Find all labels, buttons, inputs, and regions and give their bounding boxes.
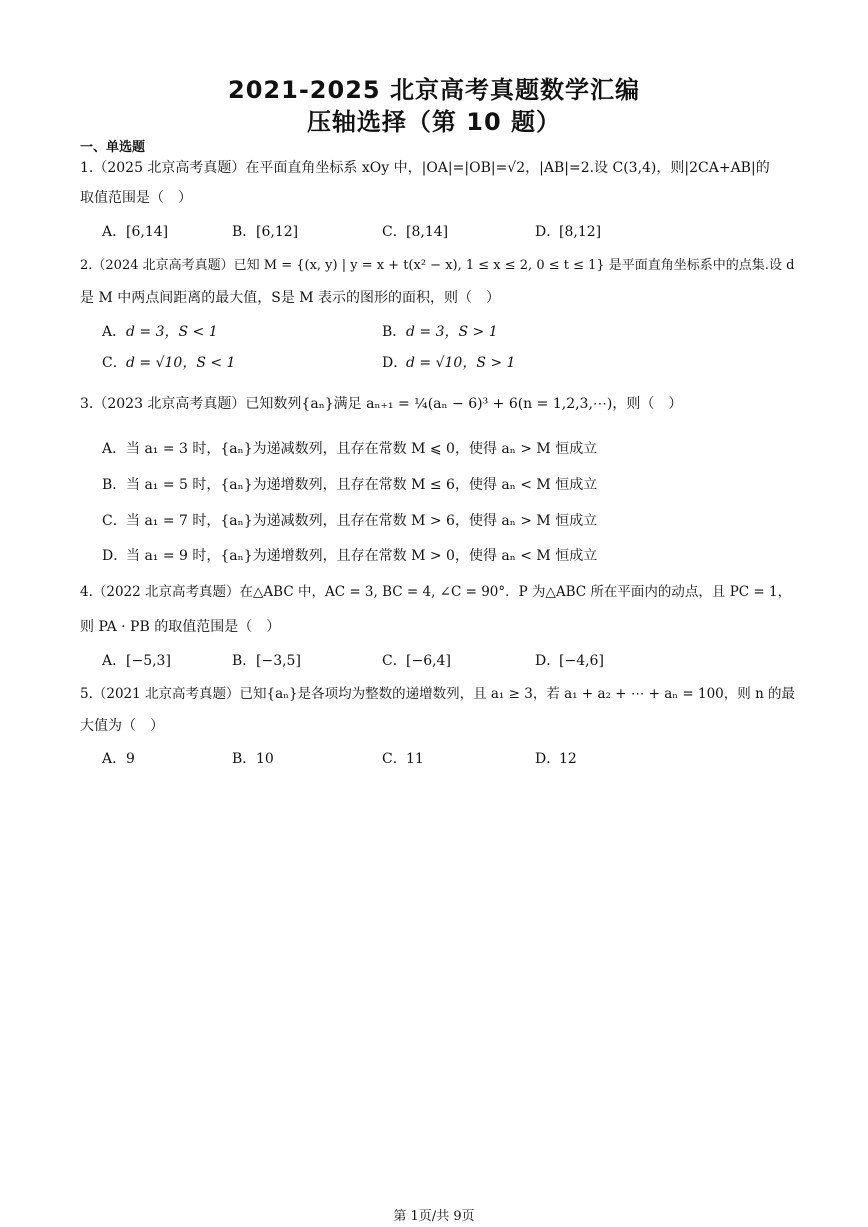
question-2-stem-line-1: 2.（2024 北京高考真题）已知 M = {(x, y) | y = x + t(x² − x), 1 ≤ x ≤ 2, 0 ≤ t ≤ 1} 是平面直角坐标系中的点集.设 d xyxy=(80,258,795,273)
question-1-stem-line-2: 取值范围是（ ） xyxy=(80,190,192,206)
option-text: d = √10，S < 1 xyxy=(126,355,236,371)
question-3-stem-line-1: 3.（2023 北京高考真题）已知数列{aₙ}满足 aₙ₊₁ = ¼(aₙ − 6)³ + 6(n = 1,2,3,⋯)，则（ ） xyxy=(80,396,683,412)
option-label: A． xyxy=(102,324,127,340)
question-4-option-c xyxy=(382,650,451,670)
option-text: [6,14] xyxy=(126,224,169,240)
question-4-option-a xyxy=(102,650,171,670)
option-text: 9 xyxy=(126,751,135,767)
question-1-stem-line-1: 1.（2025 北京高考真题）在平面直角坐标系 xOy 中，|OA|=|OB|=√2，|AB|=2.设 C(3,4)，则|2CA+AB|的 xyxy=(80,160,770,176)
option-text: [8,14] xyxy=(406,224,449,240)
question-5-stem-line-1: 5.（2021 北京高考真题）已知{aₙ}是各项均为整数的递增数列，且 a₁ ≥ 3，若 a₁ + a₂ + ⋯ + aₙ = 100，则 n 的最 xyxy=(80,686,796,702)
option-text: 10 xyxy=(256,751,274,767)
option-label: C． xyxy=(382,751,407,767)
option-label: B． xyxy=(232,224,257,240)
option-text: 11 xyxy=(406,751,424,767)
option-label: D． xyxy=(535,751,561,767)
option-label: D． xyxy=(535,653,561,669)
question-4-option-b xyxy=(232,650,301,670)
question-1-option-b xyxy=(232,221,298,241)
option-label: C． xyxy=(102,355,127,371)
option-text: d = √10，S > 1 xyxy=(406,355,516,371)
option-label: D． xyxy=(382,355,408,371)
option-text: d = 3，S < 1 xyxy=(126,324,218,340)
option-label: C． xyxy=(102,513,127,529)
option-text: 12 xyxy=(559,751,577,767)
option-text: 当 a₁ = 3 时，{aₙ}为递减数列，且存在常数 M ⩽ 0，使得 aₙ > M 恒成立 xyxy=(126,441,598,457)
option-label: D． xyxy=(102,548,128,564)
option-text: 当 a₁ = 9 时，{aₙ}为递增数列，且存在常数 M > 0，使得 aₙ < M 恒成立 xyxy=(126,548,598,564)
option-label: B． xyxy=(232,751,257,767)
option-text: [6,12] xyxy=(256,224,299,240)
question-4-option-d xyxy=(535,650,604,670)
question-1-option-a xyxy=(102,221,168,241)
option-text: 当 a₁ = 7 时，{aₙ}为递减数列，且存在常数 M > 6，使得 aₙ > M 恒成立 xyxy=(126,513,598,529)
option-text: 当 a₁ = 5 时，{aₙ}为递增数列，且存在常数 M ≤ 6，使得 aₙ < M 恒成立 xyxy=(126,477,598,493)
question-3-option-c xyxy=(102,510,597,530)
option-text: [−6,4] xyxy=(406,653,451,669)
question-1-option-d xyxy=(535,221,601,241)
option-text: [−4,6] xyxy=(559,653,604,669)
option-text: d = 3，S > 1 xyxy=(406,324,498,340)
question-5-option-b xyxy=(232,748,274,768)
option-text: [8,12] xyxy=(559,224,602,240)
question-4-stem-line-1: 4.（2022 北京高考真题）在△ABC 中，AC = 3, BC = 4, ∠C = 90°．P 为△ABC 所在平面内的动点，且 PC = 1， xyxy=(80,584,792,600)
option-label: B． xyxy=(102,477,127,493)
question-5-option-c xyxy=(382,748,424,768)
option-text: [−3,5] xyxy=(256,653,301,669)
option-label: B． xyxy=(382,324,407,340)
option-label: A． xyxy=(102,224,127,240)
question-5-option-d xyxy=(535,748,577,768)
option-label: D． xyxy=(535,224,561,240)
question-5-option-a xyxy=(102,748,135,768)
question-5-stem-line-2: 大值为（ ） xyxy=(80,718,164,734)
option-label: A． xyxy=(102,751,127,767)
option-label: A． xyxy=(102,653,127,669)
question-3-option-b xyxy=(102,474,597,494)
document-title: 2021-2025 北京高考真题数学汇编 xyxy=(228,76,640,104)
question-3-option-a xyxy=(102,438,597,458)
question-2-stem-line-2: 是 M 中两点间距离的最大值，S是 M 表示的图形的面积，则（ ） xyxy=(80,290,501,306)
option-label: B． xyxy=(232,653,257,669)
option-label: A． xyxy=(102,441,127,457)
question-2-option-d xyxy=(382,352,515,372)
question-4-stem-line-2: 则 PA · PB 的取值范围是（ ） xyxy=(80,619,281,635)
document-subtitle: 压轴选择（第 10 题） xyxy=(306,108,562,136)
question-2-option-b xyxy=(382,321,498,341)
question-1-option-c xyxy=(382,221,448,241)
section-heading: 一、单选题 xyxy=(80,140,146,155)
question-2-option-a xyxy=(102,321,218,341)
question-3-option-d xyxy=(102,545,597,565)
page-number: 第 1页/共 9页 xyxy=(393,1209,475,1224)
option-label: C． xyxy=(382,653,407,669)
option-label: C． xyxy=(382,224,407,240)
question-2-option-c xyxy=(102,352,235,372)
option-text: [−5,3] xyxy=(126,653,171,669)
